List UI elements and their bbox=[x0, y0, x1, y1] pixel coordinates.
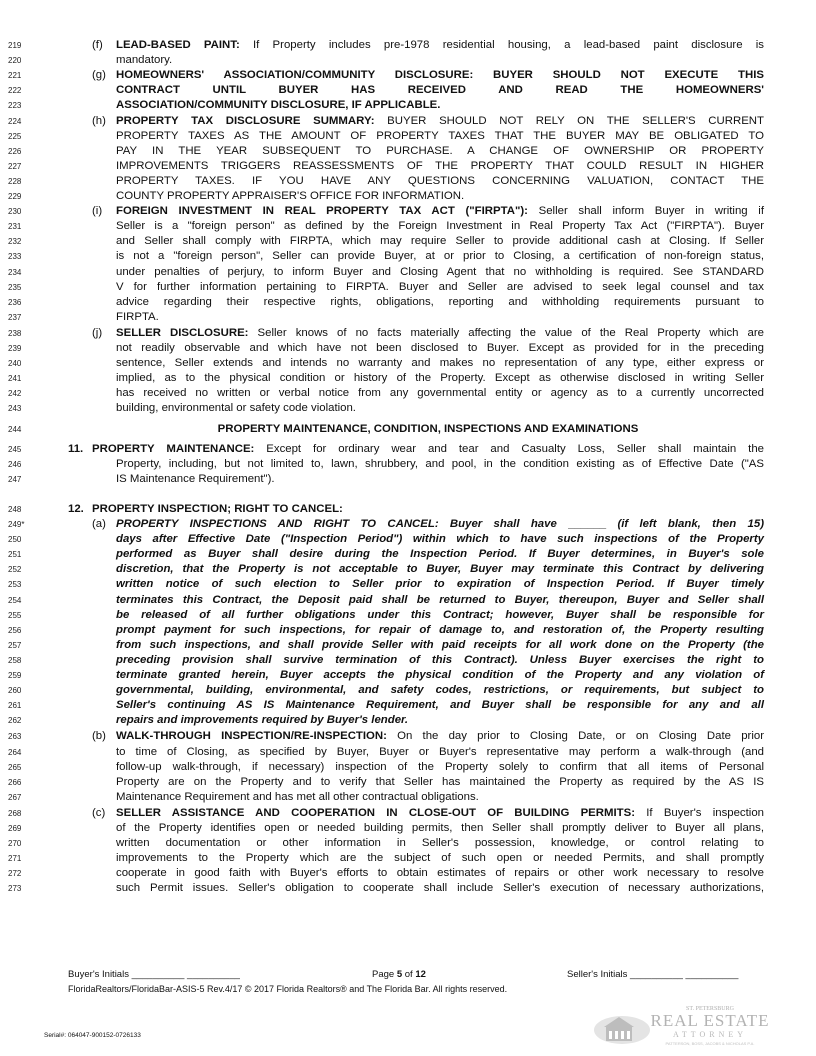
line-text bbox=[116, 472, 764, 487]
line-number: 233 bbox=[8, 252, 22, 262]
document-line bbox=[0, 326, 816, 341]
document-line bbox=[0, 295, 816, 310]
document-line bbox=[0, 608, 816, 623]
line-text bbox=[116, 760, 764, 775]
line-text bbox=[116, 790, 764, 805]
text-run: improvements to the Property which are the subject of such open or needed Permits, and shall promptly bbox=[116, 852, 764, 865]
line-number: 248 bbox=[8, 504, 22, 514]
item-label: (h) bbox=[92, 114, 106, 127]
text-run: is not a "foreign person", Seller can provide Buyer, at or prior to Closing, a certification of non-foreign status, bbox=[116, 250, 764, 263]
line-number: 246 bbox=[8, 459, 22, 469]
document-line bbox=[0, 881, 816, 896]
text-run: terminate granted herein, Buyer accepts the physical condition of the Property and any violation of bbox=[116, 669, 764, 681]
svg-text:REAL ESTATE: REAL ESTATE bbox=[650, 1011, 770, 1030]
line-number: 245 bbox=[8, 444, 22, 454]
text-run: of the Property identifies open or needed building permits, then Seller shall promptly deliver to Buyer all plans, bbox=[116, 822, 764, 834]
line-text bbox=[116, 234, 764, 249]
line-number: 242 bbox=[8, 389, 22, 399]
line-number: 254 bbox=[8, 595, 22, 605]
document-line bbox=[0, 502, 816, 517]
document-line bbox=[0, 472, 816, 487]
line-number: 225 bbox=[8, 131, 22, 141]
text-run: discretion, that the Property is not acceptable to Buyer, Buyer may terminate this Contract by delivering bbox=[116, 563, 764, 576]
document-line bbox=[0, 547, 816, 562]
line-number: 221 bbox=[8, 71, 22, 81]
document-line bbox=[0, 851, 816, 866]
text-run: repairs and improvements required by Buyer's lender. bbox=[116, 714, 409, 727]
document-line bbox=[0, 204, 816, 219]
document-line bbox=[0, 517, 816, 532]
text-run: and Seller shall comply with FIRPTA, which may require Seller to provide additional cash at Closing. If Seller bbox=[116, 235, 764, 248]
document-line bbox=[0, 821, 816, 836]
line-text bbox=[116, 623, 764, 638]
line-text bbox=[92, 502, 764, 517]
document-line bbox=[0, 159, 816, 174]
line-text bbox=[116, 386, 764, 401]
line-number: 256 bbox=[8, 625, 22, 635]
form-copyright: FloridaRealtors/FloridaBar-ASIS-5 Rev.4/17 © 2017 Florida Realtors® and The Florida Bar. All rights reserved. bbox=[68, 984, 508, 994]
text-run: be released of all further obligations under this Contract; however, Buyer shall be responsible for bbox=[116, 608, 764, 621]
document-line bbox=[0, 683, 816, 698]
line-number: 235 bbox=[8, 282, 22, 292]
item-label: (f) bbox=[92, 39, 103, 51]
line-number: 258 bbox=[8, 655, 22, 665]
document-line bbox=[0, 442, 816, 457]
line-text bbox=[116, 174, 764, 189]
document-line bbox=[0, 401, 816, 416]
line-number: 260 bbox=[8, 686, 22, 696]
line-text bbox=[116, 668, 764, 683]
line-text bbox=[116, 326, 764, 341]
item-label: (c) bbox=[92, 806, 106, 819]
text-run: PROPERTY TAX DISCLOSURE SUMMARY: bbox=[116, 114, 375, 127]
real-estate-attorney-logo bbox=[592, 1000, 772, 1048]
line-text bbox=[116, 821, 764, 836]
document-line bbox=[0, 265, 816, 280]
line-text bbox=[116, 851, 764, 866]
document-line bbox=[0, 422, 816, 437]
document-line bbox=[0, 341, 816, 356]
document-line bbox=[0, 234, 816, 249]
text-run: written documentation or other information in Seller's possession, knowledge, or control relating to bbox=[116, 837, 764, 850]
document-line bbox=[0, 532, 816, 547]
text-run: (if left blank, then 15) bbox=[606, 518, 764, 530]
line-number: 255 bbox=[8, 610, 22, 620]
document-line bbox=[0, 806, 816, 821]
line-number: 229 bbox=[8, 192, 22, 201]
document-line bbox=[0, 760, 816, 775]
page-indicator: Page 5 of 12 bbox=[372, 969, 426, 980]
line-number: 234 bbox=[8, 267, 22, 277]
text-run: COUNTY PROPERTY APPRAISER'S OFFICE FOR INFORMATION. bbox=[116, 190, 465, 202]
line-text bbox=[92, 442, 764, 457]
line-text bbox=[116, 836, 764, 851]
line-number: 261 bbox=[8, 701, 22, 711]
text-run: WALK-THROUGH INSPECTION/RE-INSPECTION: bbox=[116, 730, 387, 743]
line-text bbox=[116, 38, 764, 53]
line-number: 247 bbox=[8, 474, 22, 484]
svg-text:ATTORNEY: ATTORNEY bbox=[672, 1030, 748, 1039]
line-number: 250 bbox=[8, 535, 22, 545]
text-run: If Buyer's inspection bbox=[635, 806, 764, 819]
line-text bbox=[116, 698, 764, 713]
line-number: 240 bbox=[8, 359, 22, 369]
text-run: BUYER SHOULD NOT RELY ON THE SELLER'S CURRENT bbox=[374, 114, 764, 127]
text-run: advice regarding their respective rights, obligations, reporting and withholding requirements pursuant to bbox=[116, 295, 764, 308]
document-line bbox=[0, 38, 816, 53]
line-text bbox=[116, 98, 764, 113]
line-number: 271 bbox=[8, 854, 22, 864]
line-text bbox=[92, 422, 764, 437]
line-number: 230 bbox=[8, 207, 22, 217]
line-text bbox=[116, 866, 764, 881]
line-text bbox=[116, 341, 764, 356]
line-number: 251 bbox=[8, 550, 22, 560]
line-number: 259 bbox=[8, 671, 22, 680]
line-text bbox=[116, 653, 764, 668]
document-line bbox=[0, 729, 816, 744]
document-line bbox=[0, 562, 816, 577]
line-text bbox=[116, 745, 764, 760]
document-line bbox=[0, 114, 816, 129]
section-number: 12. bbox=[68, 502, 84, 515]
text-run: mandatory. bbox=[116, 54, 173, 67]
line-text bbox=[116, 547, 764, 562]
section-number: 11. bbox=[68, 442, 84, 455]
line-text bbox=[116, 204, 764, 219]
line-number: 270 bbox=[8, 839, 22, 849]
document-line bbox=[0, 775, 816, 790]
svg-text:PATTERSON, BOSS, JACOBS & NICH: PATTERSON, BOSS, JACOBS & NICHOLAS P.A. bbox=[665, 1041, 755, 1046]
line-number: 264 bbox=[8, 747, 22, 757]
line-number: 228 bbox=[8, 176, 22, 186]
document-line bbox=[0, 144, 816, 159]
document-line bbox=[0, 638, 816, 653]
document-line bbox=[0, 745, 816, 760]
document-line bbox=[0, 189, 816, 204]
line-text bbox=[116, 265, 764, 280]
text-run: Property, including, but not limited to, lawn, shrubbery, and pool, in the condition existing as of Effective Date ("AS bbox=[116, 457, 764, 470]
text-run: PROPERTY TAXES AS THE AMOUNT OF PROPERTY TAXES THAT THE BUYER MAY BE OBLIGATED TO bbox=[116, 129, 764, 142]
text-run: PROPERTY MAINTENANCE, CONDITION, INSPECTIONS AND EXAMINATIONS bbox=[217, 422, 639, 435]
item-label: (j) bbox=[92, 326, 103, 339]
line-number: 262 bbox=[8, 716, 22, 726]
document-line bbox=[0, 371, 816, 386]
line-text bbox=[116, 775, 764, 790]
text-run: HOMEOWNERS' ASSOCIATION/COMMUNITY DISCLOSURE: BUYER SHOULD NOT EXECUTE THIS bbox=[116, 69, 764, 82]
text-run: PROPERTY MAINTENANCE: bbox=[92, 442, 255, 455]
document-line bbox=[0, 310, 816, 325]
text-run: SELLER DISCLOSURE: bbox=[116, 326, 249, 339]
text-run: CONTRACT UNTIL BUYER HAS RECEIVED AND READ THE HOMEOWNERS' bbox=[116, 84, 764, 97]
document-line bbox=[0, 98, 816, 113]
line-text bbox=[116, 608, 764, 623]
document-line bbox=[0, 790, 816, 805]
line-number: 226 bbox=[8, 146, 22, 156]
text-run: IMPROVEMENTS TRIGGERS REASSESSMENTS OF THE PROPERTY THAT COULD RESULT IN HIGHER bbox=[116, 159, 764, 172]
line-number: 244 bbox=[8, 424, 22, 434]
buyers-initials: Buyer's Initials __________ __________ bbox=[68, 969, 240, 980]
line-number: 269 bbox=[8, 824, 22, 833]
line-text bbox=[116, 144, 764, 159]
text-run: FOREIGN INVESTMENT IN REAL PROPERTY TAX ACT ("FIRPTA"): bbox=[116, 205, 528, 218]
line-text bbox=[116, 881, 764, 896]
text-run: Property are on the Property and to verify that Seller has maintained the Property as required by the AS IS bbox=[116, 775, 764, 788]
text-run: governmental, building, environmental, and safety codes, restrictions, or requirements, but subject to bbox=[116, 684, 764, 697]
line-number: 219 bbox=[8, 41, 22, 50]
text-run: sentence, Seller extends and intends no warranty and makes no representation of any type, either express or bbox=[116, 357, 764, 370]
document-line bbox=[0, 280, 816, 295]
line-number: 253 bbox=[8, 580, 22, 590]
text-run: Except for ordinary wear and tear and Casualty Loss, Seller shall maintain the bbox=[254, 442, 764, 455]
document-line bbox=[0, 698, 816, 713]
line-text bbox=[116, 295, 764, 310]
text-run: ASSOCIATION/COMMUNITY DISCLOSURE, IF APPLICABLE. bbox=[116, 99, 441, 112]
text-run: follow-up walk-through, if necessary) inspection of the Property solely to confirm that all items of Personal bbox=[116, 760, 764, 773]
line-number: 241 bbox=[8, 374, 22, 384]
text-run: under penalties of perjury, to inform Buyer and Closing Agent that no withholding is required. See STANDARD bbox=[116, 265, 764, 278]
line-text bbox=[116, 310, 764, 325]
text-run: such Permit issues. Seller's obligation to cooperate shall include Seller's execution of necessary authorizations, bbox=[116, 882, 764, 895]
line-number: 222 bbox=[8, 86, 22, 96]
line-text bbox=[116, 577, 764, 592]
line-text bbox=[116, 68, 764, 83]
line-number: 224 bbox=[8, 116, 22, 126]
document-line bbox=[0, 866, 816, 881]
line-text bbox=[116, 638, 764, 653]
text-run: to time of Closing, as specified by Buyer, Buyer or Buyer's representative may perform a walk-through (and bbox=[116, 745, 764, 758]
line-number: 239 bbox=[8, 344, 22, 353]
line-text bbox=[116, 159, 764, 174]
text-run: ______ bbox=[568, 518, 607, 530]
line-text bbox=[116, 371, 764, 386]
line-number: 266 bbox=[8, 777, 22, 787]
document-line bbox=[0, 219, 816, 234]
line-text bbox=[116, 562, 764, 577]
line-number: 267 bbox=[8, 792, 22, 802]
text-run: cooperate in good faith with Buyer's efforts to obtain estimates of repairs or other work necessary to resolve bbox=[116, 867, 764, 880]
text-run: On the day prior to Closing Date, or on Closing Date prior bbox=[386, 730, 764, 743]
line-number: 237 bbox=[8, 312, 22, 322]
line-text bbox=[116, 683, 764, 698]
line-text bbox=[116, 129, 764, 144]
text-run: PAY IN THE YEAR SUBSEQUENT TO PURCHASE. A CHANGE OF OWNERSHIP OR PROPERTY bbox=[116, 144, 764, 157]
line-number: 231 bbox=[8, 222, 22, 232]
item-label: (i) bbox=[92, 205, 103, 218]
line-text bbox=[116, 280, 764, 295]
document-line bbox=[0, 356, 816, 371]
text-run: IS Maintenance Requirement"). bbox=[116, 472, 275, 485]
text-run: Maintenance Requirement and has met all other contractual obligations. bbox=[116, 790, 479, 803]
line-text bbox=[116, 806, 764, 821]
line-number: 243 bbox=[8, 404, 22, 414]
line-text bbox=[116, 249, 764, 264]
document-line bbox=[0, 83, 816, 98]
document-line bbox=[0, 713, 816, 728]
line-number: 223 bbox=[8, 101, 22, 111]
line-number: 273 bbox=[8, 884, 22, 894]
text-run: Seller is a "foreign person" as defined by the Foreign Investment in Real Property Tax Act ("FIRPTA"). Buyer bbox=[116, 220, 764, 233]
text-run: from such inspections, and shall provide Seller with paid receipts for all work done on the Property (the bbox=[116, 638, 764, 651]
document-line bbox=[0, 174, 816, 189]
text-run: terminates this Contract, the Deposit paid shall be returned to Buyer, thereupon, Buyer and Seller shall bbox=[116, 593, 764, 606]
text-run: prompt payment for such inspections, for repair of damage to, and restoration of, the Property resulting bbox=[116, 623, 764, 636]
line-number: 252 bbox=[8, 565, 22, 575]
text-run: not readily observable and which have not been disclosed to Buyer. Except as provided for in the preceding bbox=[116, 342, 764, 354]
text-run: SELLER ASSISTANCE AND COOPERATION IN CLOSE-OUT OF BUILDING PERMITS: bbox=[116, 806, 636, 819]
text-run: implied, as to the physical condition or history of the Property. Except as otherwise disclosed in writing Seller bbox=[116, 372, 764, 385]
line-number: 232 bbox=[8, 237, 22, 247]
document-line bbox=[0, 249, 816, 264]
document-line bbox=[0, 386, 816, 401]
item-label: (b) bbox=[92, 730, 106, 743]
text-run: FIRPTA. bbox=[116, 310, 159, 323]
text-run: Seller shall inform Buyer in writing if bbox=[527, 205, 764, 218]
line-text bbox=[116, 219, 764, 234]
line-text bbox=[116, 189, 764, 204]
line-text bbox=[116, 114, 764, 129]
document-line bbox=[0, 457, 816, 472]
line-number: 272 bbox=[8, 869, 22, 879]
document-line bbox=[0, 577, 816, 592]
text-run: PROPERTY INSPECTIONS AND RIGHT TO CANCEL: Buyer shall have bbox=[116, 518, 569, 530]
text-run: V for further information pertaining to FIRPTA. Buyer and Seller are advised to seek legal counsel and tax bbox=[116, 280, 764, 293]
svg-text:ST. PETERSBURG: ST. PETERSBURG bbox=[686, 1006, 734, 1012]
text-run: written notice of such election to Seller prior to expiration of Inspection Period. If Buyer timely bbox=[116, 578, 764, 591]
line-text bbox=[116, 532, 764, 547]
text-run: preceding provision shall survive termination of this Contract). Unless Buyer exercises the right to bbox=[116, 653, 764, 666]
text-run: has received no written or verbal notice from any governmental entity or agency as to a currently uncorrected bbox=[116, 387, 764, 400]
item-label: (a) bbox=[92, 518, 106, 530]
text-run: If Property includes pre-1978 residential housing, a lead-based paint disclosure is bbox=[239, 39, 764, 51]
document-line bbox=[0, 129, 816, 144]
text-run: performed as Buyer shall desire during the Inspection Period. If Buyer determines, in Buyer's sole bbox=[116, 548, 764, 561]
document-line bbox=[0, 623, 816, 638]
line-text bbox=[116, 593, 764, 608]
text-run: building, environmental or safety code violation. bbox=[116, 402, 356, 415]
line-number: 257 bbox=[8, 640, 22, 650]
text-run: LEAD-BASED PAINT: bbox=[116, 39, 240, 51]
sellers-initials: Seller's Initials __________ __________ bbox=[567, 969, 739, 980]
document-line bbox=[0, 653, 816, 668]
line-text bbox=[116, 729, 764, 744]
document-line bbox=[0, 68, 816, 83]
text-run: PROPERTY INSPECTION; RIGHT TO CANCEL: bbox=[92, 502, 343, 515]
line-number: 268 bbox=[8, 808, 22, 818]
line-text bbox=[116, 356, 764, 371]
serial-number: Serial#: 064047-900152-0726133 bbox=[44, 1032, 141, 1039]
line-number: 265 bbox=[8, 762, 22, 772]
item-label: (g) bbox=[92, 69, 106, 82]
text-run: Seller knows of no facts materially affecting the value of the Real Property which are bbox=[248, 326, 764, 339]
document-line bbox=[0, 668, 816, 683]
line-number: 263 bbox=[8, 732, 22, 742]
document-line bbox=[0, 836, 816, 851]
text-run: Seller's continuing AS IS Maintenance Requirement, and Buyer shall be responsible for any and all bbox=[116, 699, 764, 712]
text-run: days after Effective Date ("Inspection Period") within which to have such inspections of the Property bbox=[116, 533, 764, 546]
document-line bbox=[0, 593, 816, 608]
line-number: 220 bbox=[8, 56, 22, 66]
line-number: 238 bbox=[8, 328, 22, 338]
line-number: 249* bbox=[8, 520, 25, 529]
document-line bbox=[0, 53, 816, 68]
line-number: 227 bbox=[8, 161, 22, 171]
line-text bbox=[116, 53, 764, 68]
line-number: 236 bbox=[8, 297, 22, 307]
line-text bbox=[116, 713, 764, 728]
line-text bbox=[116, 83, 764, 98]
text-run: PROPERTY TAXES. IF YOU HAVE ANY QUESTIONS CONCERNING VALUATION, CONTACT THE bbox=[116, 174, 764, 187]
line-text bbox=[116, 457, 764, 472]
line-text bbox=[116, 401, 764, 416]
line-text bbox=[116, 517, 764, 532]
